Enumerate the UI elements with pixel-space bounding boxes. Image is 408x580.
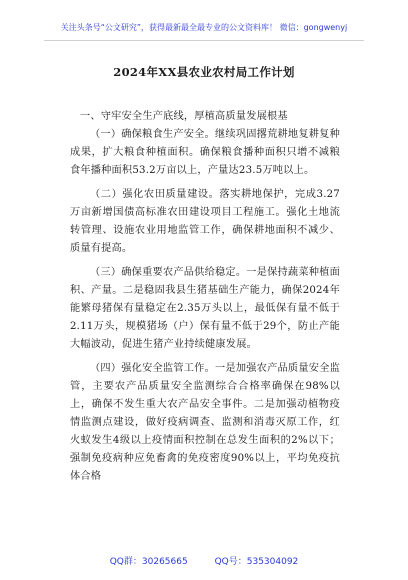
- page-header: [0, 0, 408, 52]
- page-footer: [0, 554, 408, 567]
- paragraph-supply-stability: （三）确保重要农产品供给稳定。一是保持蔬菜种植面积、产量。二是稳固我县生猪基础生产能力，确保2024年能繁母猪保有量稳定在2.35万头以上，最低保有量不低于2.11万头，规模猪场（户）保有量不低于29个，防止产能大幅波动，促进生猪产业持续健康发展。: [70, 267, 340, 350]
- document-title: 2024年XX县农业农村局工作计划: [113, 65, 295, 79]
- header-notice: 关注头条号“公文研究”，获得最新最全最专业的公文资料库！ 微信：gongwenyj: [60, 23, 348, 32]
- footer-qq-group: QQ群：30265665: [109, 557, 188, 567]
- paragraph-farmland-quality: （二）强化农田质量建设。落实耕地保护，完成3.27万亩新增国债高标准农田建设项目工程施工。强化土地流转管理、设施农业用地监管工作，确保耕地面积不减少、质量有提高。: [70, 189, 340, 254]
- header-divider: [44, 40, 364, 41]
- section-heading: 一、守牢安全生产底线，厚植高质量发展根基: [80, 111, 288, 122]
- footer-qq: QQ号：535304092: [214, 557, 299, 567]
- document-body: [70, 108, 340, 492]
- paragraph-safety-supervision: （四）强化安全监管工作。一是加强农产品质量安全监管，主要农产品质量安全监测综合合格率确保在98%以上，确保不发生重大农产品安全事件。二是加强动植物疫情监测点建设，做好疫病调查、监测和消毒灭原工作，红火蚁发生4级以上疫情面积控制在总发生面积的2%以下；强制免疫病种应免畜禽的免疫密度90%以上，平均免疫抗体合格: [70, 363, 340, 482]
- paragraph-grain-safety: （一）确保粮食生产安全。继续巩固撂荒耕地复耕复种成果，扩大粮食种植面积。确保粮食播种面积只增不减粮食年播种面积53.2万亩以上，产量达23.5万吨以上。: [70, 129, 340, 176]
